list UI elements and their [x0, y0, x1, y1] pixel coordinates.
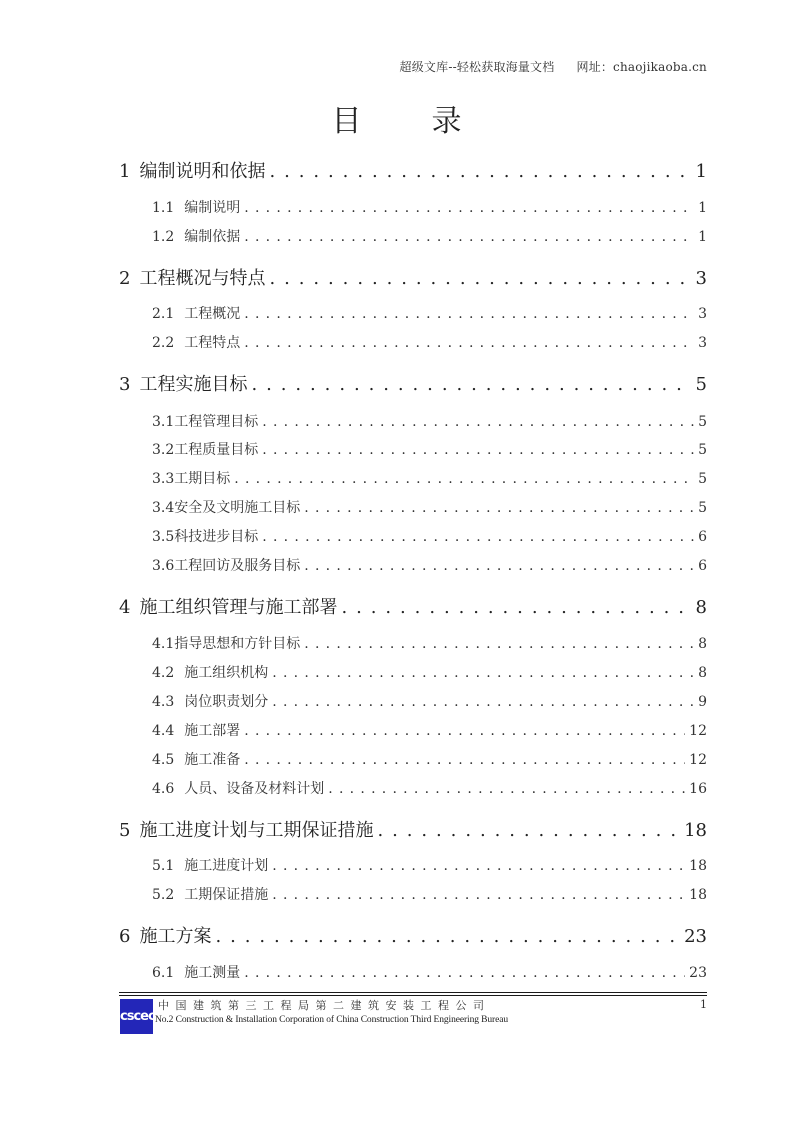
toc-entry-number: 1 — [119, 161, 131, 182]
header-site-name: 超级文库--轻松获取海量文档 — [399, 60, 555, 74]
toc-entry-number: 2.1 — [152, 306, 175, 322]
toc-entry-number: 6 — [119, 926, 131, 947]
toc-section-row[interactable] — [152, 497, 707, 517]
toc-entry-number: 2.2 — [152, 335, 175, 351]
toc-entry-number: 6.1 — [152, 965, 175, 981]
toc-section-row[interactable] — [152, 197, 707, 217]
toc-entry-page: 5 — [695, 374, 707, 395]
toc-entry-page: 5 — [698, 442, 707, 458]
toc-entry-number: 5.2 — [152, 887, 175, 903]
toc-section-row[interactable] — [152, 749, 707, 769]
toc-entry-page: 3 — [698, 335, 707, 351]
toc-entry-page: 5 — [698, 471, 707, 487]
toc-section-row[interactable] — [152, 226, 707, 246]
toc-entry-number: 2 — [119, 268, 131, 289]
toc-entry-label: 工程质量目标 — [174, 442, 259, 458]
toc-dot-leader — [244, 200, 694, 216]
toc-dot-leader — [251, 374, 691, 395]
toc-entry-label: 工程概况与特点 — [139, 268, 266, 289]
toc-section-row[interactable] — [152, 468, 707, 488]
toc-section-row[interactable] — [152, 303, 707, 323]
toc-section-row[interactable] — [152, 855, 707, 875]
toc-entry-number: 5.1 — [152, 858, 175, 874]
toc-entry-label: 科技进步目标 — [174, 529, 259, 545]
toc-entry-page: 1 — [698, 229, 707, 245]
toc-entry-number: 3.5 — [152, 529, 175, 545]
toc-dot-leader — [304, 558, 694, 574]
toc-dot-leader — [304, 636, 694, 652]
toc-section-row[interactable] — [152, 884, 707, 904]
toc-entry-page: 23 — [684, 926, 707, 947]
toc-entry-label: 编制说明和依据 — [139, 161, 266, 182]
toc-section-row[interactable] — [152, 411, 707, 431]
toc-entry-number: 3.6 — [152, 558, 175, 574]
toc-entry-label: 工期目标 — [174, 471, 231, 487]
footer-company-cn: 中国建筑第三工程局第二建筑安装工程公司 — [158, 999, 491, 1012]
toc-dot-leader — [244, 723, 685, 739]
toc-entry-label: 工程回访及服务目标 — [174, 558, 301, 574]
toc-entry-label: 施工组织机构 — [184, 665, 269, 681]
footer-page-number: 1 — [700, 998, 707, 1011]
toc-entry-page: 18 — [684, 820, 707, 841]
toc-entry-page: 23 — [689, 965, 707, 981]
toc-dot-leader — [269, 268, 691, 289]
toc-entry-number: 5 — [119, 820, 131, 841]
toc-dot-leader — [272, 665, 694, 681]
toc-dot-leader — [244, 965, 685, 981]
toc-entry-number: 3.2 — [152, 442, 175, 458]
toc-dot-leader — [341, 597, 691, 618]
toc-entry-page: 8 — [698, 636, 707, 652]
toc-section-row[interactable] — [152, 633, 707, 653]
toc-chapter-row[interactable] — [119, 264, 707, 290]
footer-company-en: No.2 Construction & Installation Corporation of China Construction Third Engineering Bureau — [155, 1015, 508, 1025]
toc-entry-page: 8 — [695, 597, 707, 618]
toc-dot-leader — [244, 306, 694, 322]
toc-entry-number: 4.4 — [152, 723, 175, 739]
toc-entry-label: 工程管理目标 — [174, 414, 259, 430]
toc-entry-label: 施工进度计划 — [184, 858, 269, 874]
toc-entry-label: 工程概况 — [184, 306, 241, 322]
toc-section-row[interactable] — [152, 439, 707, 459]
toc-entry-number: 4.1 — [152, 636, 175, 652]
toc-dot-leader — [269, 161, 691, 182]
toc-entry-label: 指导思想和方针目标 — [174, 636, 301, 652]
toc-entry-page: 1 — [698, 200, 707, 216]
toc-entry-page: 16 — [689, 781, 707, 797]
toc-entry-number: 3.1 — [152, 414, 175, 430]
toc-entry-number: 3.3 — [152, 471, 175, 487]
toc-section-row[interactable] — [152, 691, 707, 711]
toc-dot-leader — [244, 335, 694, 351]
page-header — [400, 58, 707, 75]
toc-entry-label: 施工准备 — [184, 752, 241, 768]
toc-entry-label: 岗位职责划分 — [184, 694, 269, 710]
toc-entry-number: 4 — [119, 597, 131, 618]
toc-entry-label: 编制依据 — [184, 229, 241, 245]
toc-entry-page: 6 — [698, 558, 707, 574]
toc-dot-leader — [272, 887, 685, 903]
toc-entry-page: 3 — [698, 306, 707, 322]
toc-dot-leader — [244, 752, 685, 768]
toc-dot-leader — [234, 471, 694, 487]
page-title — [0, 96, 793, 140]
toc-entry-page: 6 — [698, 529, 707, 545]
toc-entry-label: 安全及文明施工目标 — [174, 500, 301, 516]
toc-entry-label: 人员、设备及材料计划 — [184, 781, 325, 797]
toc-section-row[interactable] — [152, 962, 707, 982]
toc-entry-number: 3 — [119, 374, 131, 395]
toc-entry-page: 3 — [695, 268, 707, 289]
toc-entry-label: 编制说明 — [184, 200, 241, 216]
toc-entry-number: 4.2 — [152, 665, 175, 681]
toc-entry-page: 8 — [698, 665, 707, 681]
toc-entry-label: 工期保证措施 — [184, 887, 269, 903]
toc-entry-page: 12 — [689, 752, 707, 768]
footer-rule-bottom — [119, 995, 707, 996]
page-title-char-2: 录 — [431, 104, 462, 139]
toc-dot-leader — [304, 500, 694, 516]
toc-entry-label: 施工方案 — [139, 926, 212, 947]
toc-entry-page: 1 — [695, 161, 707, 182]
toc-entry-page: 18 — [689, 858, 707, 874]
toc-section-row[interactable] — [152, 526, 707, 546]
toc-dot-leader — [215, 926, 680, 947]
toc-chapter-row[interactable] — [119, 816, 707, 842]
toc-entry-number: 3.4 — [152, 500, 175, 516]
toc-entry-label: 施工组织管理与施工部署 — [139, 597, 338, 618]
toc-dot-leader — [377, 820, 680, 841]
toc-dot-leader — [272, 858, 685, 874]
toc-dot-leader — [262, 414, 694, 430]
toc-entry-number: 1.1 — [152, 200, 175, 216]
toc-dot-leader — [262, 529, 694, 545]
toc-entry-page: 12 — [689, 723, 707, 739]
footer-rule-top — [119, 992, 707, 993]
toc-entry-number: 1.2 — [152, 229, 175, 245]
toc-section-row[interactable] — [152, 332, 707, 352]
page-title-char-1: 目 — [331, 104, 362, 139]
toc-entry-label: 施工进度计划与工期保证措施 — [139, 820, 374, 841]
toc-chapter-row[interactable] — [119, 922, 707, 948]
toc-dot-leader — [244, 229, 694, 245]
toc-section-row[interactable] — [152, 555, 707, 575]
toc-entry-number: 4.5 — [152, 752, 175, 768]
toc-chapter-row[interactable] — [119, 593, 707, 619]
toc-entry-page: 5 — [698, 500, 707, 516]
toc-entry-label: 施工测量 — [184, 965, 241, 981]
toc-entry-label: 工程实施目标 — [139, 374, 248, 395]
toc-entry-page: 5 — [698, 414, 707, 430]
toc-entry-label: 工程特点 — [184, 335, 241, 351]
header-url: 网址：chaojikaoba.cn — [576, 60, 707, 74]
toc-dot-leader — [328, 781, 685, 797]
toc-entry-page: 18 — [689, 887, 707, 903]
toc-chapter-row[interactable] — [119, 370, 707, 396]
company-logo — [120, 999, 153, 1034]
company-logo-text: cscec — [120, 1009, 155, 1024]
toc-chapter-row[interactable] — [119, 157, 707, 183]
toc-dot-leader — [272, 694, 694, 710]
toc-section-row[interactable] — [152, 720, 707, 740]
toc-entry-number: 4.6 — [152, 781, 175, 797]
toc-section-row[interactable] — [152, 662, 707, 682]
toc-entry-number: 4.3 — [152, 694, 175, 710]
toc-entry-label: 施工部署 — [184, 723, 241, 739]
toc-section-row[interactable] — [152, 778, 707, 798]
toc-entry-page: 9 — [698, 694, 707, 710]
toc-dot-leader — [262, 442, 694, 458]
